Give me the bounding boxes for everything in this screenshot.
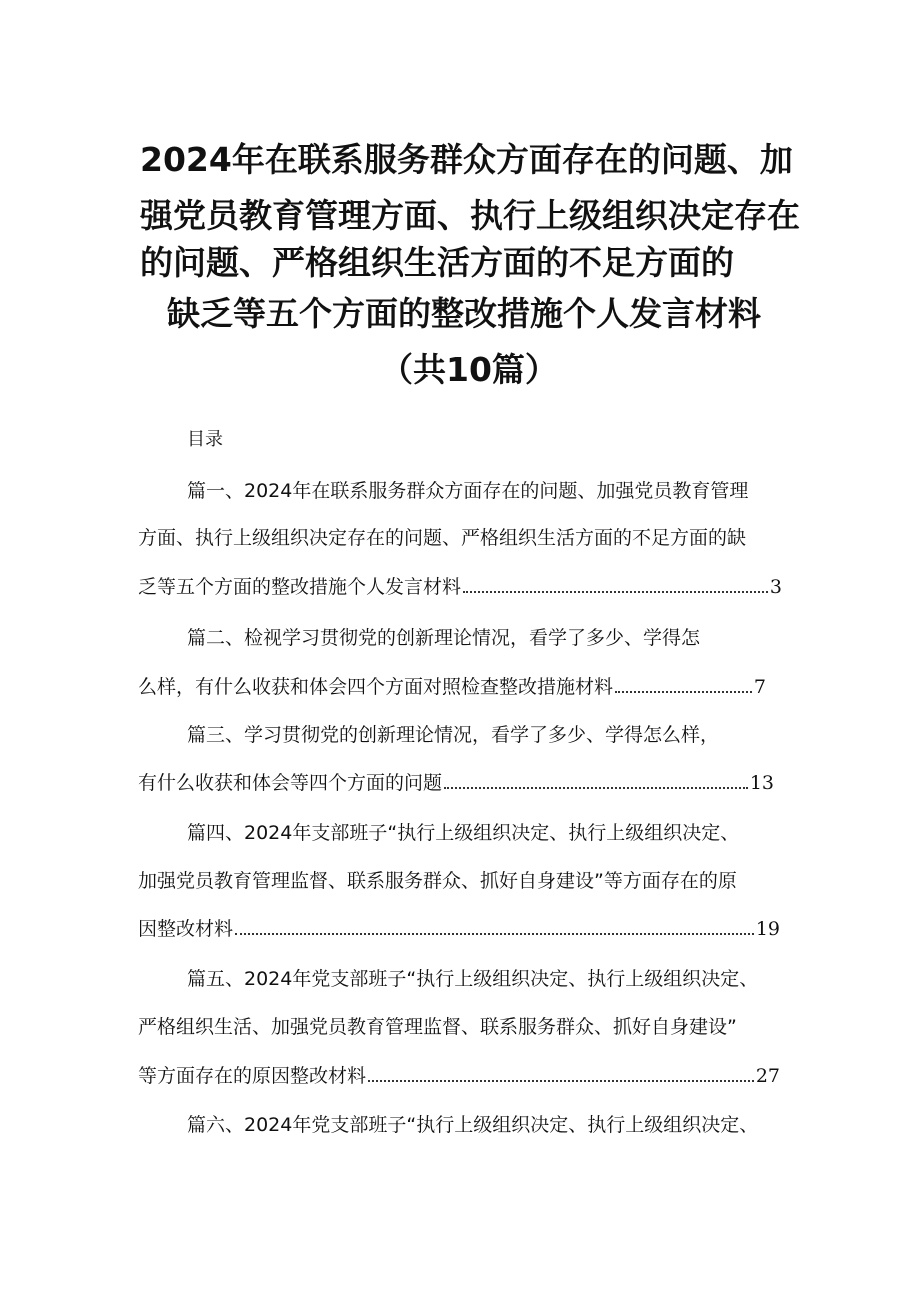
toc-entry-3-page: 13 — [749, 772, 774, 794]
toc-entry-6-line-1: 篇六、2024年党支部班子“执行上级组织决定、执行上级组织决定、 — [187, 1114, 759, 1136]
toc-entry-3-text: 有什么收获和体会等四个方面的问题 — [138, 772, 443, 794]
toc-entry-4-line-2: 加强党员教育管理监督、联系服务群众、抓好自身建设”等方面存在的原 — [138, 870, 737, 892]
toc-entry-5-line-2: 严格组织生活、加强党员教育管理监督、联系服务群众、抓好自身建设” — [138, 1016, 737, 1038]
toc-entry-4-line-1: 篇四、2024年支部班子“执行上级组织决定、执行上级组织决定、 — [187, 822, 740, 844]
toc-entry-5-page: 27 — [755, 1065, 780, 1087]
toc-entry-1-line-1: 篇一、2024年在联系服务群众方面存在的问题、加强党员教育管理 — [187, 480, 749, 502]
title-count: （共10篇） — [380, 350, 558, 389]
toc-entry-2-text: 么样，有什么收获和体会四个方面对照检查整改措施材料 — [138, 676, 614, 698]
toc-heading: 目录 — [187, 429, 223, 450]
toc-entry-5-text: 等方面存在的原因整改材料 — [138, 1065, 367, 1087]
dot-leader — [368, 1080, 754, 1082]
title-line-1: 2024年在联系服务群众方面存在的问题、加 — [140, 140, 793, 179]
dot-leader — [463, 591, 768, 593]
dot-leader — [615, 691, 752, 693]
toc-entry-1-last-line — [138, 574, 782, 600]
toc-entry-4-text: 因整改材料 — [138, 918, 234, 940]
toc-entry-2-line-1: 篇二、检视学习贯彻党的创新理论情况，看学了多少、学得怎 — [187, 627, 701, 649]
title-line-2: 强党员教育管理方面、执行上级组织决定存在 — [140, 196, 800, 235]
toc-entry-3-line-1: 篇三、学习贯彻党的创新理论情况，看学了多少、学得怎么样， — [187, 724, 720, 746]
toc-entry-5-last-line — [138, 1063, 780, 1089]
title-line-3: 的问题、严格组织生活方面的不足方面的 — [140, 243, 734, 282]
toc-entry-3-last-line — [138, 770, 774, 796]
dot-leader — [444, 787, 748, 789]
toc-entry-1-text: 乏等五个方面的整改措施个人发言材料 — [138, 576, 462, 598]
toc-entry-1-line-2: 方面、执行上级组织决定存在的问题、严格组织生活方面的不足方面的缺 — [138, 527, 747, 549]
toc-entry-1-page: 3 — [769, 576, 782, 598]
dot-leader — [235, 933, 754, 935]
toc-entry-2-last-line — [138, 674, 766, 700]
title-line-4: 缺乏等五个方面的整改措施个人发言材料 — [167, 294, 761, 333]
toc-entry-2-page: 7 — [753, 676, 766, 698]
toc-entry-4-page: 19 — [755, 918, 780, 940]
toc-entry-4-last-line — [138, 916, 780, 942]
toc-entry-5-line-1: 篇五、2024年党支部班子“执行上级组织决定、执行上级组织决定、 — [187, 968, 759, 990]
